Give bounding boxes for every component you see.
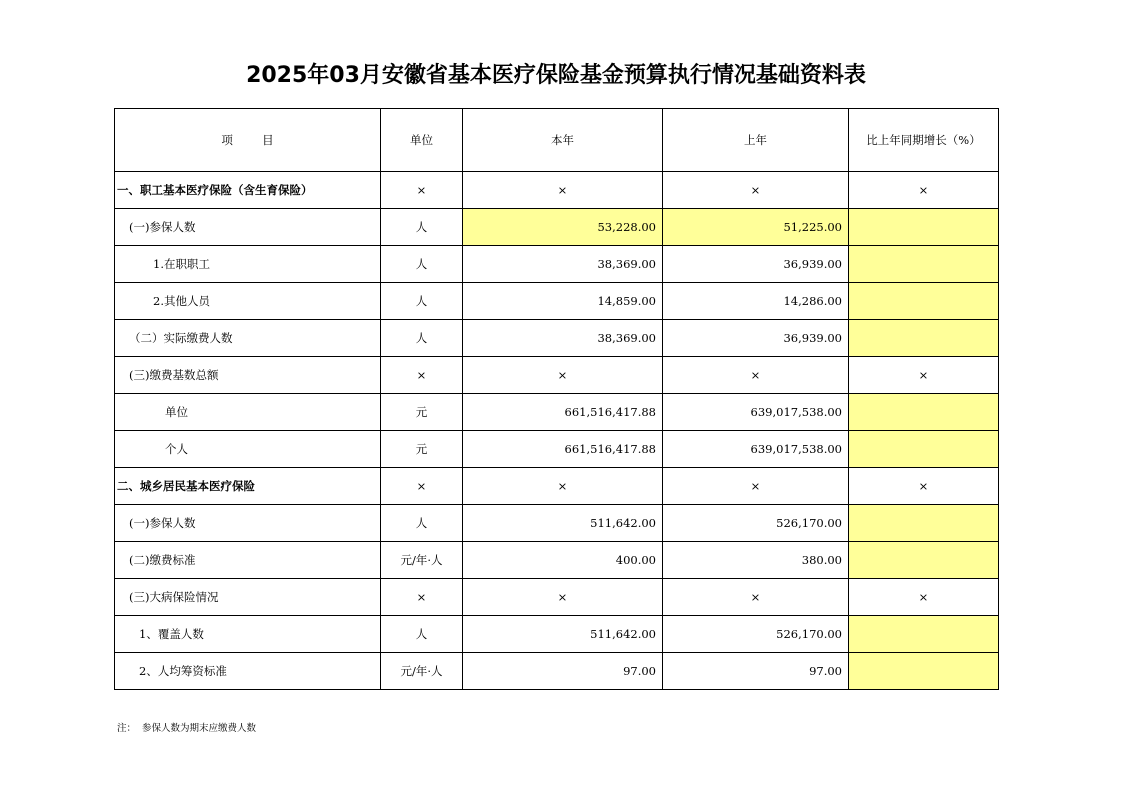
row-unit: 元 [381,431,463,468]
row-growth [849,505,999,542]
row-unit: 人 [381,616,463,653]
table-row [115,505,999,542]
row-last-year: × [663,357,849,394]
row-this-year: × [463,579,663,616]
row-item: 2、人均筹资标准 [115,653,381,690]
page-title: 2025年03月安徽省基本医疗保险基金预算执行情况基础资料表 [246,63,866,88]
table-row [115,431,999,468]
row-unit: 元/年·人 [381,653,463,690]
row-last-year: × [663,172,849,209]
row-this-year: 97.00 [463,653,663,690]
row-growth [849,394,999,431]
header-item: 项 目 [115,109,381,172]
row-item: 2.其他人员 [115,283,381,320]
row-item: 单位 [115,394,381,431]
table-row [115,542,999,579]
row-this-year: 511,642.00 [463,616,663,653]
row-growth [849,653,999,690]
table-row [115,209,999,246]
footnote: 注： 参保人数为期末应缴费人数 [117,723,257,734]
row-last-year: 97.00 [663,653,849,690]
row-growth [849,542,999,579]
row-growth [849,431,999,468]
row-last-year: 639,017,538.00 [663,431,849,468]
header-last-year: 上年 [663,109,849,172]
row-this-year: 661,516,417.88 [463,394,663,431]
row-this-year: × [463,357,663,394]
table-row [115,246,999,283]
row-item: （二）实际缴费人数 [115,320,381,357]
row-item: 二、城乡居民基本医疗保险 [115,468,381,505]
row-unit: × [381,357,463,394]
row-unit: 元/年·人 [381,542,463,579]
row-this-year: 400.00 [463,542,663,579]
table-row [115,320,999,357]
row-growth: × [849,468,999,505]
row-last-year: × [663,579,849,616]
row-growth [849,209,999,246]
row-this-year: 511,642.00 [463,505,663,542]
row-last-year: 36,939.00 [663,246,849,283]
row-this-year: 38,369.00 [463,246,663,283]
row-item: (三)大病保险情况 [115,579,381,616]
table-row [115,357,999,394]
row-last-year: 14,286.00 [663,283,849,320]
table-row [115,172,999,209]
row-this-year: 14,859.00 [463,283,663,320]
row-last-year: 639,017,538.00 [663,394,849,431]
table-row [115,653,999,690]
row-this-year: × [463,468,663,505]
header-this-year: 本年 [463,109,663,172]
row-item: 1、覆盖人数 [115,616,381,653]
row-growth [849,320,999,357]
row-last-year: 51,225.00 [663,209,849,246]
row-item: 1.在职职工 [115,246,381,283]
row-growth [849,283,999,320]
table-header-row [115,109,999,172]
row-last-year: 526,170.00 [663,505,849,542]
row-growth: × [849,172,999,209]
row-item: 个人 [115,431,381,468]
row-item: (二)缴费标准 [115,542,381,579]
row-this-year: 661,516,417.88 [463,431,663,468]
row-unit: × [381,468,463,505]
row-unit: 人 [381,320,463,357]
row-growth: × [849,579,999,616]
row-unit: 人 [381,505,463,542]
budget-table [114,108,999,690]
row-this-year: × [463,172,663,209]
row-unit: × [381,172,463,209]
row-last-year: 36,939.00 [663,320,849,357]
row-unit: 人 [381,209,463,246]
row-this-year: 38,369.00 [463,320,663,357]
row-growth [849,246,999,283]
row-growth: × [849,357,999,394]
row-last-year: × [663,468,849,505]
row-unit: 人 [381,283,463,320]
row-unit: 元 [381,394,463,431]
row-item: (一)参保人数 [115,505,381,542]
row-growth [849,616,999,653]
row-last-year: 380.00 [663,542,849,579]
row-unit: 人 [381,246,463,283]
row-this-year: 53,228.00 [463,209,663,246]
row-item: (一)参保人数 [115,209,381,246]
table-row [115,579,999,616]
table-row [115,468,999,505]
table-row [115,394,999,431]
header-growth: 比上年同期增长（%） [849,109,999,172]
row-item: (三)缴费基数总额 [115,357,381,394]
row-item: 一、职工基本医疗保险（含生育保险） [115,172,381,209]
table-row [115,616,999,653]
header-unit: 单位 [381,109,463,172]
row-last-year: 526,170.00 [663,616,849,653]
table-row [115,283,999,320]
row-unit: × [381,579,463,616]
